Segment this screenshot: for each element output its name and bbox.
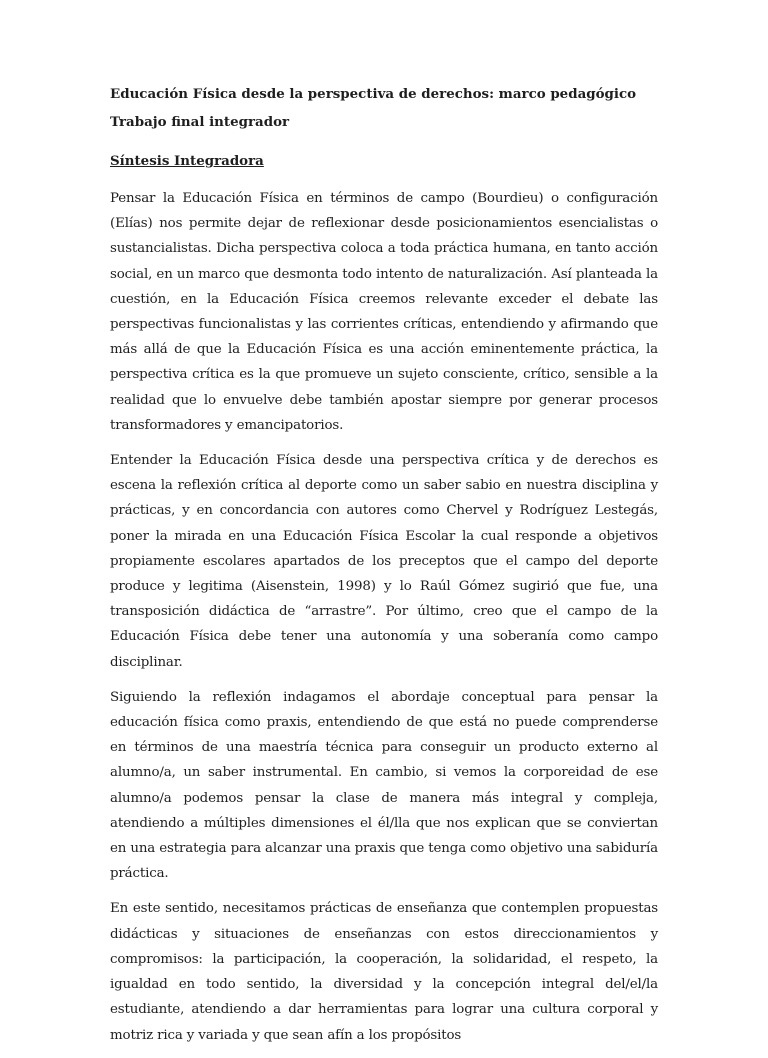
paragraph-1: Pensar la Educación Física en términos de campo (Bourdieu) o configuración (Elías) nos permite dejar de reflexionar desde posicionamientos esencialistas o sustancialistas. Dicha perspectiva coloca a toda práctica humana, en tanto acción social, en un marco que desmonta todo intento de naturalización. Así planteada la cuestión, en la Educación Física creemos relevante exceder el debate las perspectivas funcionalistas y las corrientes críticas, entendiendo y afirmando que más allá de que la Educación Física es una acción eminentemente práctica, la perspectiva crítica es la que promueve un sujeto consciente, crítico, sensible a la realidad que lo envuelve debe también apostar siempre por generar procesos transformadores y emancipatorios. (110, 191, 658, 433)
paragraph-4: En este sentido, necesitamos prácticas de enseñanza que contemplen propuestas didácticas y situaciones de enseñanzas con estos direccionamientos y compromisos: la participación, la cooperación, la solidaridad, el respeto, la igualdad en todo sentido, la diversidad y la concepción integral del/el/la estudiante, atendiendo a dar herramientas para lograr una cultura corporal y motriz rica y variada y que sean afín a los propósitos (110, 901, 658, 1043)
document-page (110, 80, 658, 1058)
document-title: Educación Física desde la perspectiva de derechos: marco pedagógico Trabajo final integrador (110, 86, 637, 130)
section-heading: Síntesis Integradora (110, 153, 264, 169)
paragraph-3: Siguiendo la reflexión indagamos el abordaje conceptual para pensar la educación física como praxis, entendiendo de que está no puede comprenderse en términos de una maestría técnica para conseguir un producto externo al alumno/a, un saber instrumental. En cambio, si vemos la corporeidad de ese alumno/a podemos pensar la clase de manera más integral y compleja, atendiendo a múltiples dimensiones el él/lla que nos explican que se conviertan en una estrategia para alcanzar una praxis que tenga como objetivo una sabiduría práctica. (110, 689, 658, 882)
paragraph-2: Entender la Educación Física desde una perspectiva crítica y de derechos es escena la reflexión crítica al deporte como un saber sabio en nuestra disciplina y prácticas, y en concordancia con autores como Chervel y Rodríguez Lestegás, poner la mirada en una Educación Física Escolar la cual responde a objetivos propiamente escolares apartados de los preceptos que el campo del deporte produce y legitima (Aisenstein, 1998) y lo Raúl Gómez sugirió que fue, una transposición didáctica de “arrastre”. Por último, creo que el campo de la Educación Física debe tener una autonomía y una soberanía como campo disciplinar. (110, 453, 658, 670)
